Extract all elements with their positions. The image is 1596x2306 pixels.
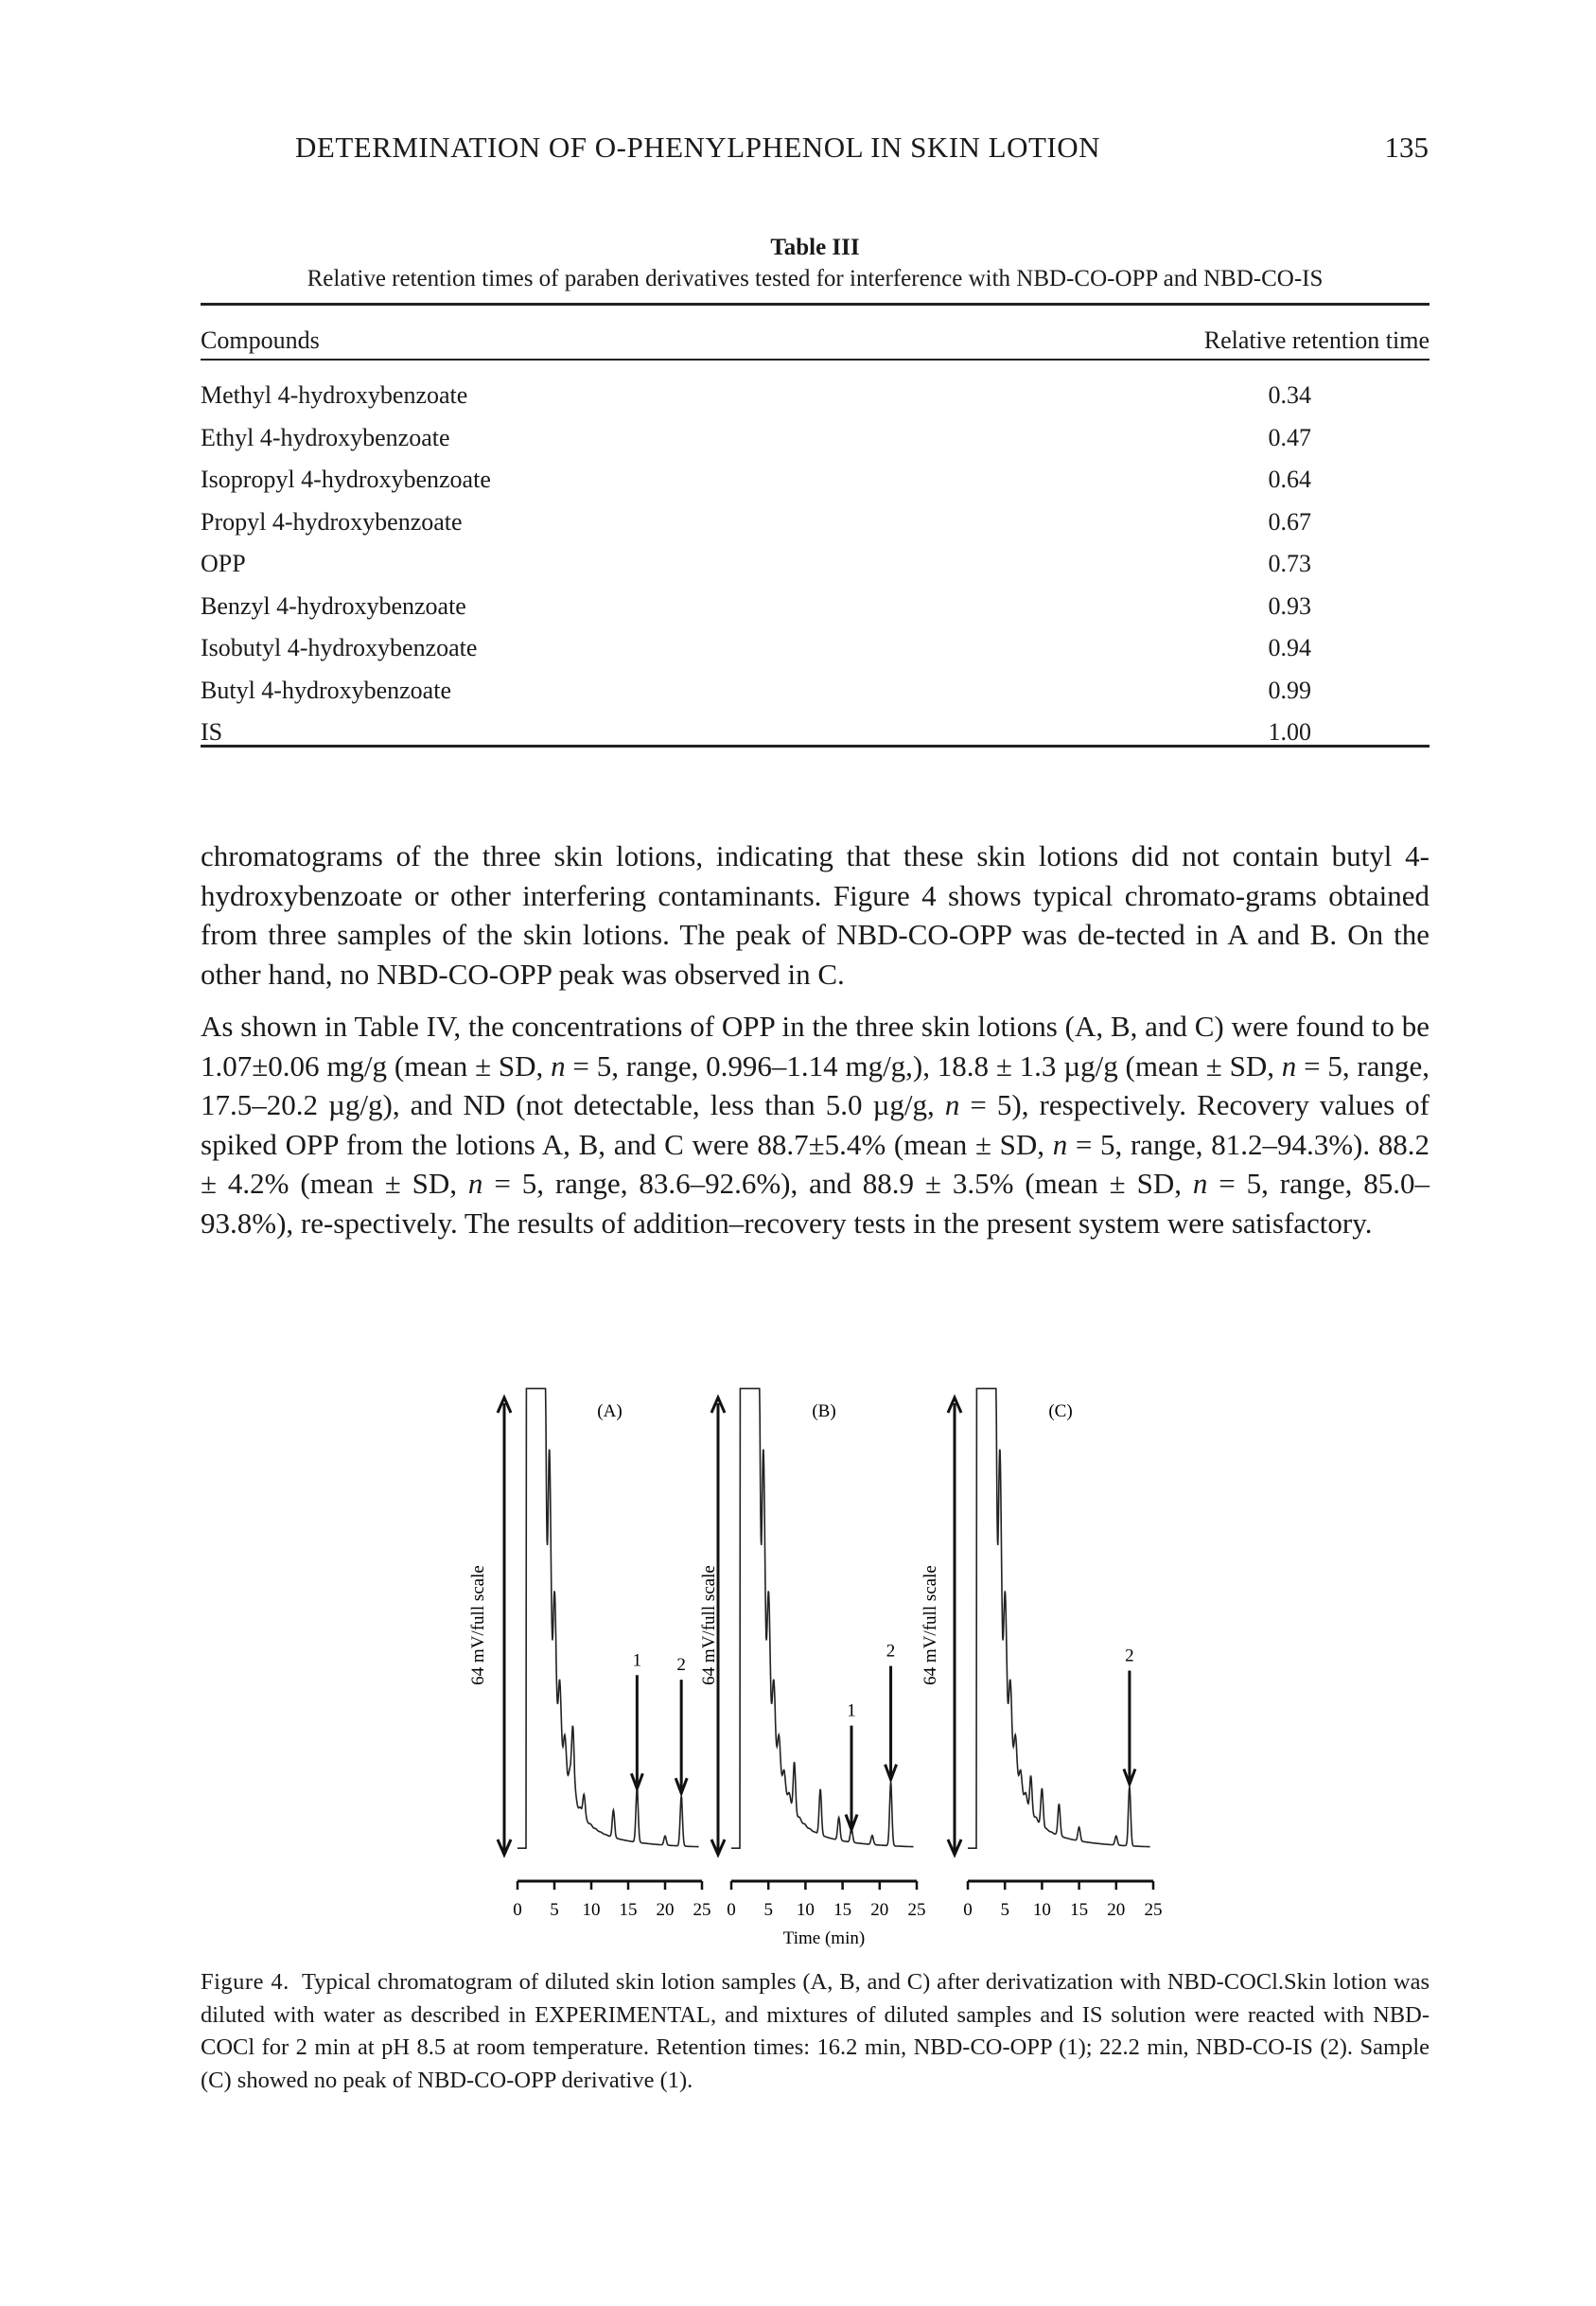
table-row — [201, 543, 1429, 586]
retention-value: 0.93 — [1268, 591, 1311, 620]
body-paragraph: As shown in Table IV, the concentrations of OPP in the three skin lotions (A, B, and C) were found to be 1.07±0.06 mg/g (mean ± SD, n = 5, range, 0.996–1.14 mg/g,), 18.8 ± 1.3 µg/g (mean ± SD, n = 5, range, 17.5–20.2 µg/g), and ND (not detectable, less than 5.0 µg/g, n = 5), respectively. Recovery values of spiked OPP from the lotions A, B, and C were 88.7±5.4% (mean ± SD, n = 5, range, 81.2–94.3%). 88.2 ± 4.2% (mean ± SD, n = 5, range, 83.6–92.6%), and 88.9 ± 3.5% (mean ± SD, n = 5, range, 85.0–93.8%), re-spectively. The results of addition–recovery tests in the present system were satisfactory. — [201, 1010, 1430, 1240]
x-tick-label: 20 — [1107, 1900, 1126, 1920]
panel-label: (C) — [1048, 1401, 1073, 1421]
peak-label: 2 — [676, 1655, 686, 1676]
peak-label: 1 — [632, 1650, 642, 1671]
compound-name: Isobutyl 4-hydroxybenzoate — [201, 634, 478, 662]
x-tick-label: 5 — [550, 1900, 559, 1920]
chromatogram-figure — [454, 1382, 1192, 1949]
compound-name: Benzyl 4-hydroxybenzoate — [201, 591, 466, 620]
table-title: Table III — [770, 235, 860, 260]
x-tick-label: 15 — [619, 1900, 638, 1920]
compound-name: Butyl 4-hydroxybenzoate — [201, 676, 451, 704]
x-tick-label: 15 — [1070, 1900, 1089, 1920]
panel-label: (A) — [597, 1401, 623, 1421]
table-caption: Relative retention times of paraben derivatives tested for interference with NBD-CO-OPP and NBD-CO-IS — [307, 266, 1324, 291]
retention-value: 1.00 — [1268, 718, 1311, 747]
y-axis-label: 64 mV/full scale — [468, 1565, 488, 1685]
retention-value: 0.67 — [1268, 507, 1311, 536]
peak-label: 2 — [886, 1641, 896, 1662]
figure-caption — [201, 1966, 1429, 2097]
compound-name: Propyl 4-hydroxybenzoate — [201, 507, 463, 536]
italic-n: n — [1192, 1167, 1208, 1200]
panel-label: (B) — [812, 1401, 836, 1421]
x-tick-label: 20 — [870, 1900, 889, 1920]
chromatogram-trace — [517, 1388, 699, 1848]
retention-value: 0.34 — [1268, 381, 1311, 410]
italic-n: n — [467, 1167, 483, 1200]
x-tick-label: 5 — [1000, 1900, 1009, 1920]
column-header: Relative retention time — [1203, 326, 1429, 354]
retention-value: 0.64 — [1268, 466, 1311, 494]
column-header: Compounds — [201, 326, 320, 354]
table-row — [201, 502, 1429, 544]
table-row — [201, 459, 1429, 502]
table-row — [201, 367, 1429, 417]
retention-value: 0.47 — [1268, 423, 1311, 451]
body-paragraph: chromatograms of the three skin lotions, indicating that these skin lotions did not contain butyl 4-hydroxybenzoate or other interfering contaminants. Figure 4 shows typical chromato-grams obtained from three samples of the skin lotions. The peak of NBD-CO-OPP was de-tected in A and B. On the other hand, no NBD-CO-OPP peak was observed in C. — [201, 839, 1429, 991]
figure-caption-text: Typical chromatogram of diluted skin lotion samples (A, B, and C) after derivatization with NBD-COCl.Skin lotion was diluted with water as described in EXPERIMENTAL, and mixtures of diluted samples and IS solution were reacted with NBD-COCl for 2 min at pH 8.5 at room temperature. Retention times: 16.2 min, NBD-CO-OPP (1); 22.2 min, NBD-CO-IS (2). Sample (C) showed no peak of NBD-CO-OPP derivative (1). — [201, 1969, 1429, 2093]
compound-name: Isopropyl 4-hydroxybenzoate — [201, 466, 491, 494]
retention-value: 0.94 — [1268, 634, 1311, 662]
compound-name: Methyl 4-hydroxybenzoate — [201, 381, 468, 410]
y-axis-label: 64 mV/full scale — [699, 1565, 719, 1685]
retention-value: 0.99 — [1268, 676, 1311, 704]
x-tick-label: 0 — [727, 1900, 736, 1920]
peak-label: 2 — [1125, 1646, 1134, 1666]
table-row — [201, 712, 1429, 754]
x-tick-label: 5 — [763, 1900, 773, 1920]
x-tick-label: 25 — [907, 1900, 926, 1920]
retention-value: 0.73 — [1268, 550, 1311, 578]
y-axis-label: 64 mV/full scale — [921, 1565, 940, 1685]
chromatogram-trace — [731, 1388, 914, 1848]
table-row — [201, 670, 1429, 713]
table-row — [201, 627, 1429, 670]
x-tick-label: 20 — [656, 1900, 675, 1920]
compound-name: Ethyl 4-hydroxybenzoate — [201, 423, 450, 451]
compound-name: IS — [201, 718, 223, 747]
x-tick-label: 25 — [693, 1900, 711, 1920]
retention-table — [201, 318, 1429, 754]
x-tick-label: 10 — [1032, 1900, 1051, 1920]
table-top-rule — [201, 303, 1429, 306]
x-tick-label: 15 — [833, 1900, 852, 1920]
italic-n: n — [1052, 1127, 1068, 1161]
x-tick-label: 0 — [513, 1900, 522, 1920]
table-row — [201, 586, 1429, 628]
running-head: DETERMINATION OF O-PHENYLPHENOL IN SKIN LOTION — [295, 131, 1101, 164]
italic-n: n — [1281, 1048, 1297, 1083]
compound-name: OPP — [201, 550, 246, 578]
chromatogram-trace — [968, 1388, 1150, 1848]
x-tick-label: 10 — [796, 1900, 815, 1920]
italic-n: n — [551, 1048, 566, 1083]
table-row — [201, 417, 1429, 460]
x-tick-label: 25 — [1144, 1900, 1163, 1920]
figure-label: Figure 4. — [201, 1969, 289, 1995]
x-axis-label: Time (min) — [782, 1928, 866, 1948]
x-tick-label: 0 — [963, 1900, 973, 1920]
peak-label: 1 — [847, 1700, 856, 1721]
italic-n: n — [944, 1088, 960, 1121]
page-number: 135 — [1384, 131, 1429, 164]
x-tick-label: 10 — [582, 1900, 601, 1920]
